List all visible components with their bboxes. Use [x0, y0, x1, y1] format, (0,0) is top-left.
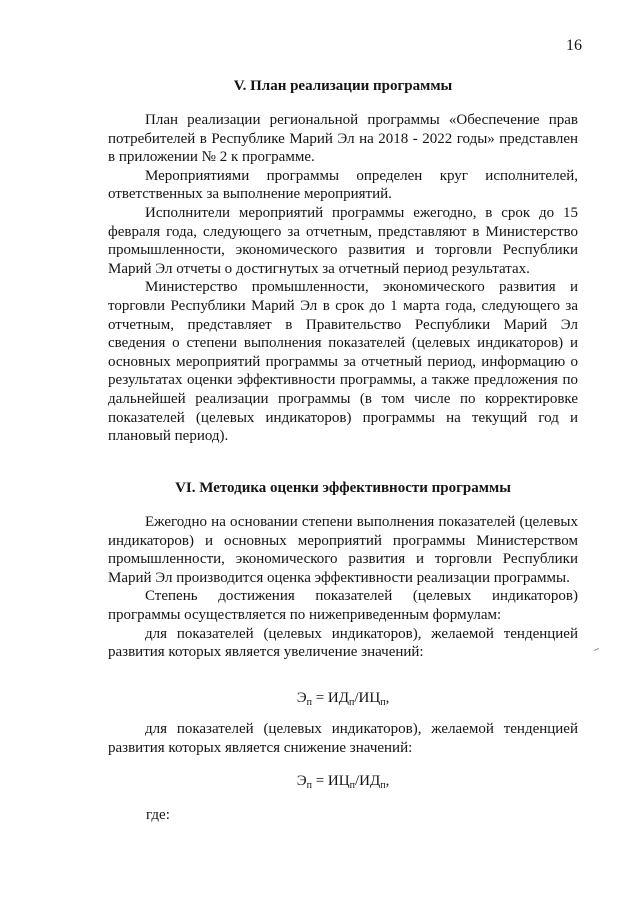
paragraph: Исполнители мероприятий программы ежегодно, в срок до 15 февраля года, следующего за отчетным, представляют в Министерство промышленности, экономического развития и торговли Республики Марий Эл отчеты о достигнутых за отчетный период результатах. — [108, 204, 578, 277]
section-plan-body — [108, 111, 578, 446]
where-label: где: — [146, 807, 170, 823]
section-methodology-body — [108, 513, 578, 662]
formula-decrease: $Э_п = ИЦ_п/ИД_п$, — [296, 773, 390, 791]
section-title-methodology: VI. Методика оценки эффективности программы — [175, 480, 511, 496]
formula-increase: $Э_п = ИД_п/ИЦ_п$, — [296, 690, 390, 708]
paragraph-decrease-block — [108, 720, 578, 757]
scan-mark — [594, 648, 599, 651]
paragraph: Министерство промышленности, экономического развития и торговли Республики Марий Эл в срок до 1 марта года, следующего за отчетным, представляет в Правительство Республики Марий Эл сведения о степени выполнения показателей (целевых индикаторов) и основных мероприятий программы за отчетный период, информацию о результатах оценки эффективности программы, а также предложения по дальнейшей реализации программы (в том числе по корректировке показателей (целевых индикаторов) программы на текущий год и плановый период). — [108, 279, 578, 445]
paragraph: План реализации региональной программы «Обеспечение прав потребителей в Республике Марий Эл на 2018 - 2022 годы» представлен в приложении № 2 к программе. — [108, 112, 578, 166]
paragraph: Мероприятиями программы определен круг исполнителей, ответственных за выполнение мероприятий. — [108, 167, 578, 203]
section-title-plan: V. План реализации программы — [233, 78, 453, 94]
paragraph: для показателей (целевых индикаторов), желаемой тенденцией развития которых является увеличение значений: — [108, 625, 578, 661]
page-number: 16 — [566, 37, 582, 54]
paragraph: Степень достижения показателей (целевых индикаторов) программы осуществляется по нижеприведенным формулам: — [108, 588, 578, 623]
paragraph: для показателей (целевых индикаторов), желаемой тенденцией развития которых является снижение значений: — [108, 721, 578, 756]
paragraph: Ежегодно на основании степени выполнения показателей (целевых индикаторов) и основных мероприятий программы Министерством промышленности, экономического развития и торговли Республики Марий Эл производится оценка эффективности реализации программы. — [108, 514, 578, 586]
